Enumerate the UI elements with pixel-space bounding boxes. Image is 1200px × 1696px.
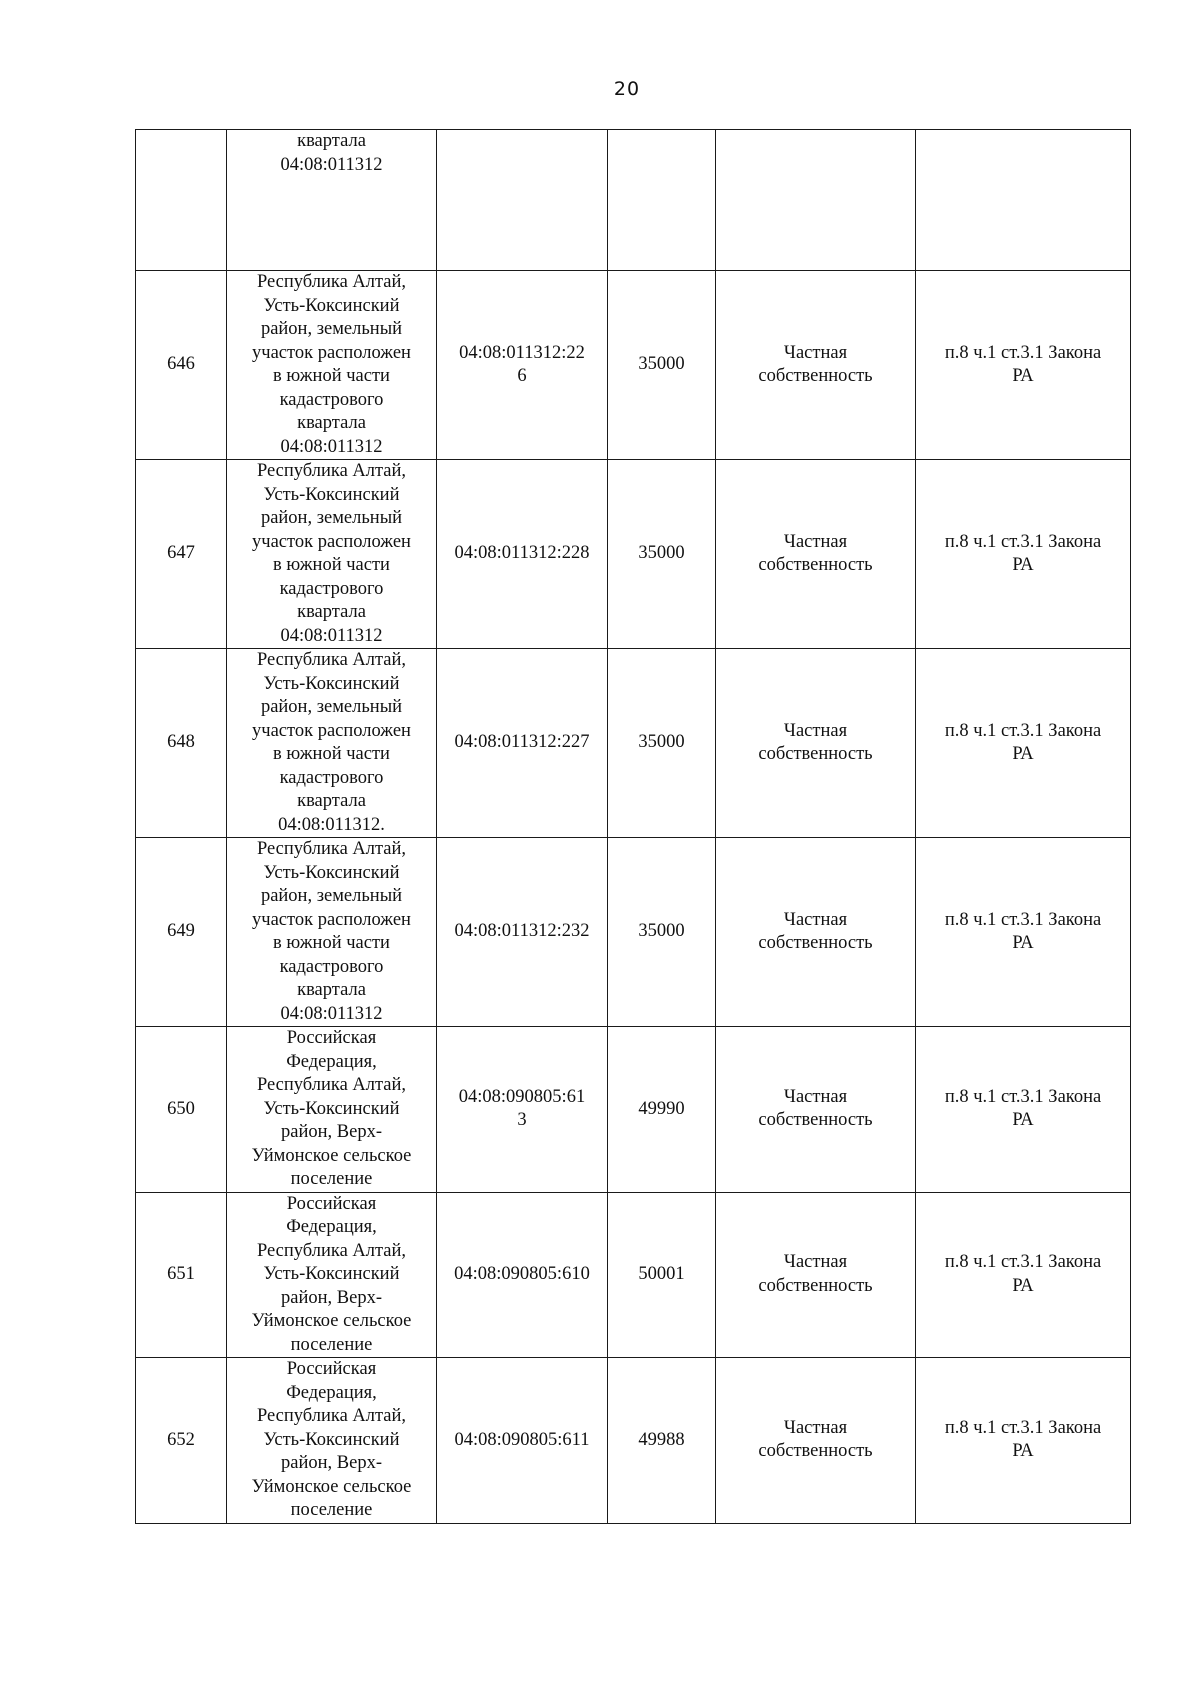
cell-ownership: Частная собственность: [716, 1358, 916, 1524]
cell-ownership: [716, 130, 916, 271]
table-row: [136, 649, 1131, 838]
cell-cadastral-number: 04:08:011312:22 6: [437, 271, 608, 460]
cell-area: 35000: [608, 460, 716, 649]
cell-area: 49990: [608, 1027, 716, 1193]
cell-legal-basis: п.8 ч.1 ст.3.1 Закона РА: [916, 838, 1131, 1027]
cell-number: 650: [136, 1027, 227, 1193]
cell-location: Российская Федерация, Республика Алтай, Усть-Коксинский район, Верх- Уймонское сельское поселение: [227, 1192, 437, 1358]
cell-location: Республика Алтай, Усть-Коксинский район, земельный участок расположен в южной части кадастрового квартала 04:08:011312: [227, 460, 437, 649]
cell-ownership: Частная собственность: [716, 1192, 916, 1358]
cell-location: Республика Алтай, Усть-Коксинский район, земельный участок расположен в южной части кадастрового квартала 04:08:011312: [227, 271, 437, 460]
cell-area: 49988: [608, 1358, 716, 1524]
cell-legal-basis: п.8 ч.1 ст.3.1 Закона РА: [916, 1358, 1131, 1524]
cell-area: 35000: [608, 838, 716, 1027]
cell-area: 35000: [608, 271, 716, 460]
cell-cadastral-number: 04:08:090805:611: [437, 1358, 608, 1524]
table-row: [136, 1192, 1131, 1358]
table-row: [136, 838, 1131, 1027]
table-row-continuation: [136, 130, 1131, 271]
cell-area: [608, 130, 716, 271]
cell-area: 35000: [608, 649, 716, 838]
cell-ownership: Частная собственность: [716, 460, 916, 649]
cell-cadastral-number: 04:08:011312:228: [437, 460, 608, 649]
cell-cadastral-number: 04:08:011312:227: [437, 649, 608, 838]
cell-number: 652: [136, 1358, 227, 1524]
cell-cadastral-number: 04:08:011312:232: [437, 838, 608, 1027]
cell-legal-basis: [916, 130, 1131, 271]
cell-number: 651: [136, 1192, 227, 1358]
cell-legal-basis: п.8 ч.1 ст.3.1 Закона РА: [916, 460, 1131, 649]
table-row: [136, 1358, 1131, 1524]
cell-number: 646: [136, 271, 227, 460]
cell-number: [136, 130, 227, 271]
cell-ownership: Частная собственность: [716, 649, 916, 838]
cell-legal-basis: п.8 ч.1 ст.3.1 Закона РА: [916, 1192, 1131, 1358]
cell-location: Республика Алтай, Усть-Коксинский район, земельный участок расположен в южной части кадастрового квартала 04:08:011312: [227, 838, 437, 1027]
cell-ownership: Частная собственность: [716, 1027, 916, 1193]
land-plot-table: [135, 129, 1131, 1524]
cell-legal-basis: п.8 ч.1 ст.3.1 Закона РА: [916, 271, 1131, 460]
cell-number: 647: [136, 460, 227, 649]
cell-legal-basis: п.8 ч.1 ст.3.1 Закона РА: [916, 1027, 1131, 1193]
cell-cadastral-number: 04:08:090805:610: [437, 1192, 608, 1358]
table-row: [136, 460, 1131, 649]
cell-location: квартала 04:08:011312: [227, 130, 437, 271]
cell-location: Российская Федерация, Республика Алтай, Усть-Коксинский район, Верх- Уймонское сельское поселение: [227, 1358, 437, 1524]
cell-number: 649: [136, 838, 227, 1027]
cell-ownership: Частная собственность: [716, 838, 916, 1027]
page-number: 20: [613, 78, 641, 100]
table-row: [136, 1027, 1131, 1193]
cell-cadastral-number: 04:08:090805:61 3: [437, 1027, 608, 1193]
cell-area: 50001: [608, 1192, 716, 1358]
cell-location: Республика Алтай, Усть-Коксинский район, земельный участок расположен в южной части кадастрового квартала 04:08:011312.: [227, 649, 437, 838]
cell-cadastral-number: [437, 130, 608, 271]
table-row: [136, 271, 1131, 460]
cell-legal-basis: п.8 ч.1 ст.3.1 Закона РА: [916, 649, 1131, 838]
cell-number: 648: [136, 649, 227, 838]
cell-ownership: Частная собственность: [716, 271, 916, 460]
cell-location: Российская Федерация, Республика Алтай, Усть-Коксинский район, Верх- Уймонское сельское поселение: [227, 1027, 437, 1193]
